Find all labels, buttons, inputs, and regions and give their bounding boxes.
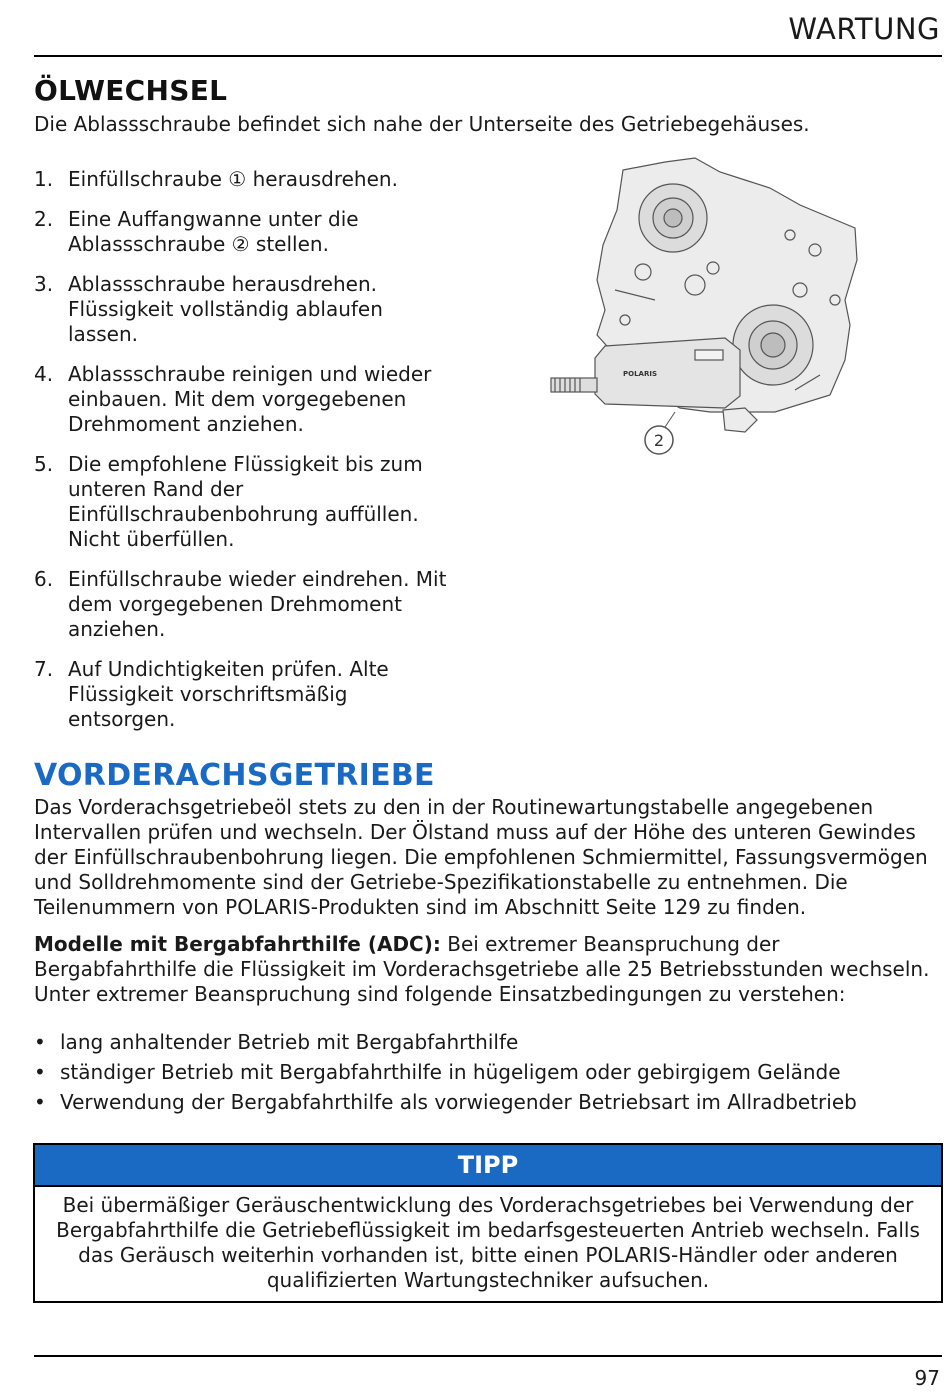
step-text: Einfüllschraube wieder eindrehen. Mit dem vorgegebenen Drehmoment anziehen.	[68, 567, 447, 641]
bullet-icon: •	[34, 1090, 46, 1114]
section-header: WARTUNG	[788, 12, 940, 46]
list-item	[34, 1057, 857, 1087]
gearbox-illustration	[545, 150, 865, 470]
step-number: 5.	[34, 452, 54, 476]
oil-change-steps	[34, 167, 454, 747]
step-item	[34, 207, 454, 257]
tip-text: Bei übermäßiger Geräuschentwicklung des Vorderachsgetriebes bei Verwendung der Bergabfahrthilfe die Getriebeflüssigkeit im bedarfsgesteuerten Antrieb wechseln. Falls das Geräusch weiterhin vorhanden ist, bitte einen POLARIS-Händler oder anderen qualifizierten Wartungstechniker aufsuchen.	[56, 1193, 920, 1292]
tip-title: TIPP	[35, 1145, 941, 1187]
list-item	[34, 1087, 857, 1117]
step-item	[34, 567, 454, 642]
step-item	[34, 362, 454, 437]
step-text: Die empfohlene Flüssigkeit bis zum unteren Rand der Einfüllschraubenbohrung auffüllen. Nicht überfüllen.	[68, 452, 423, 551]
step-number: 7.	[34, 657, 54, 681]
page-number: 97	[914, 1366, 940, 1390]
adc-paragraph	[34, 932, 939, 1007]
step-item	[34, 452, 454, 552]
oil-change-heading: ÖLWECHSEL	[34, 74, 228, 107]
list-item-text: lang anhaltender Betrieb mit Bergabfahrthilfe	[60, 1030, 519, 1054]
step-text: Ablassschraube reinigen und wieder einbauen. Mit dem vorgegebenen Drehmoment anziehen.	[68, 362, 432, 436]
step-item	[34, 272, 454, 347]
adc-text: Bei extremer Beanspruchung der Bergabfahrthilfe die Flüssigkeit im Vorderachsgetriebe alle 25 Betriebsstunden wechseln. Unter extremer Beanspruchung sind folgende Einsatzbedingungen zu verstehen:	[34, 932, 930, 1006]
adc-label: Modelle mit Bergabfahrthilfe (ADC):	[34, 932, 441, 956]
step-text: Auf Undichtigkeiten prüfen. Alte Flüssigkeit vorschriftsmäßig entsorgen.	[68, 657, 389, 731]
step-number: 3.	[34, 272, 54, 296]
step-text: Einfüllschraube ① herausdrehen.	[68, 167, 398, 191]
oil-change-intro: Die Ablassschraube befindet sich nahe der Unterseite des Getriebegehäuses.	[34, 112, 810, 136]
bullet-icon: •	[34, 1060, 46, 1084]
step-item	[34, 167, 454, 192]
polaris-mark: POLARIS	[623, 370, 657, 378]
header-divider	[34, 55, 942, 57]
step-text: Ablassschraube herausdrehen. Flüssigkeit vollständig ablaufen lassen.	[68, 272, 383, 346]
conditions-list	[34, 1027, 857, 1117]
step-number: 6.	[34, 567, 54, 591]
bullet-icon: •	[34, 1030, 46, 1054]
list-item-text: Verwendung der Bergabfahrthilfe als vorwiegender Betriebsart im Allradbetrieb	[60, 1090, 857, 1114]
tip-box	[33, 1143, 943, 1303]
list-item-text: ständiger Betrieb mit Bergabfahrthilfe in hügeligem oder gebirgigem Gelände	[60, 1060, 841, 1084]
step-number: 1.	[34, 167, 54, 191]
callout-number: 2	[653, 431, 665, 450]
step-text: Eine Auffangwanne unter die Ablassschraube ② stellen.	[68, 207, 359, 256]
footer-divider	[34, 1355, 942, 1357]
step-number: 2.	[34, 207, 54, 231]
list-item	[34, 1027, 857, 1057]
front-gearcase-paragraph: Das Vorderachsgetriebeöl stets zu den in der Routinewartungstabelle angegebenen Intervallen prüfen und wechseln. Der Ölstand muss auf der Höhe des unteren Gewindes der Einfüllschraubenbohrung liegen. Die empfohlenen Schmiermittel, Fassungsvermögen und Solldrehmomente sind der Getriebe-Spezifikationstabelle zu entnehmen. Die Teilenummern von POLARIS-Produkten sind im Abschnitt Seite 129 zu finden.	[34, 795, 928, 919]
front-gearcase-heading: VORDERACHSGETRIEBE	[34, 758, 435, 793]
step-item	[34, 657, 454, 732]
step-number: 4.	[34, 362, 54, 386]
